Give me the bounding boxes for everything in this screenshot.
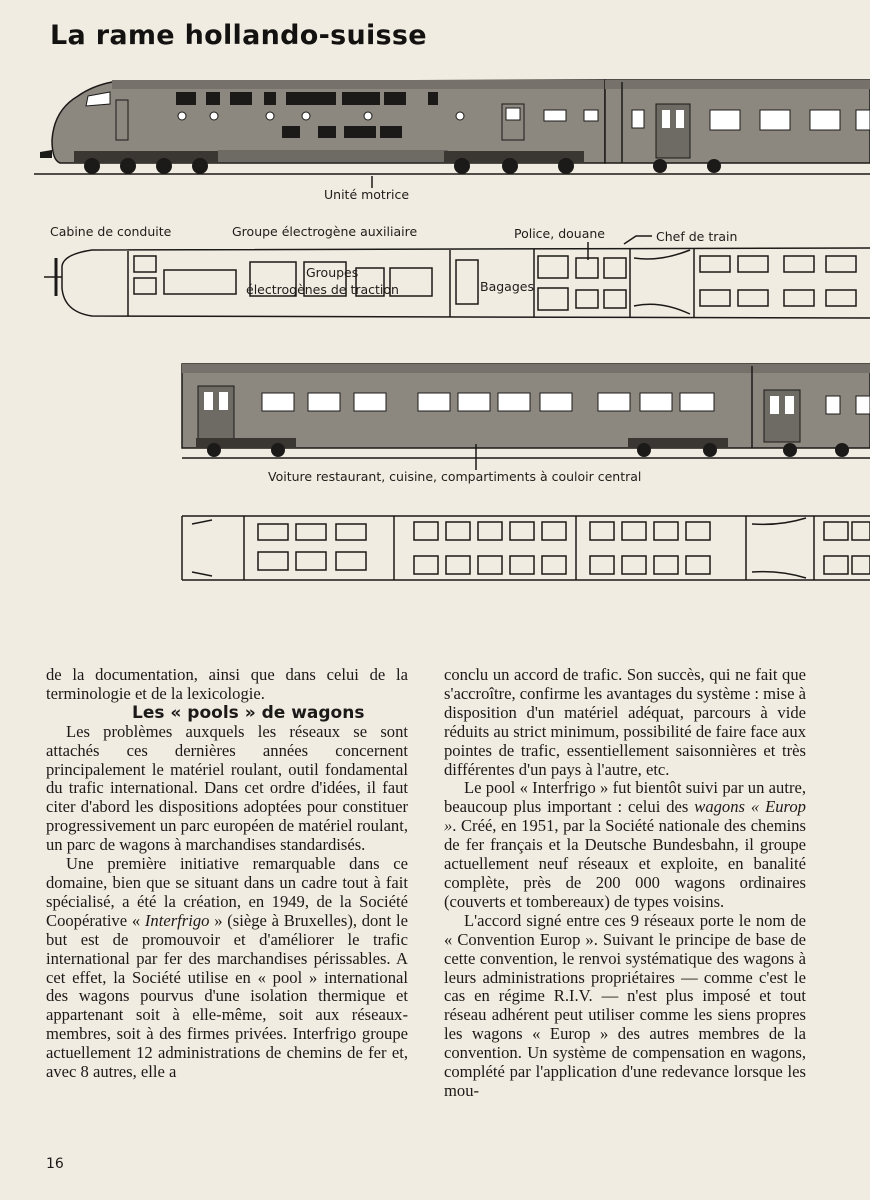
- label-electrogenes-de-traction: électrogènes de traction: [246, 282, 399, 297]
- paragraph: conclu un accord de trafic. Son succès, qui ne fait que s'accroître, confirme les avantages du système : mise à disposition d'un matériel adéquat, parcours à vide réduits au strict minimum, possibilité de faire face aux pointes de trafic, essentiellement saisonnières et très différentes d'un pays à l'autre, etc.: [444, 665, 806, 779]
- label-voiture-restaurant: Voiture restaurant, cuisine, compartiments à couloir central: [268, 469, 642, 484]
- label-chef-de-train: Chef de train: [656, 229, 738, 244]
- section-heading: Les « pools » de wagons: [132, 702, 365, 723]
- paragraph: Une première initiative remarquable dans ce domaine, bien que se situant dans un cadre tout à fait spécialisé, a été la création, en 1949, de la Société Coopérative « Interfrigo » (siège à Bruxelles), dont le but est de promouvoir et d'améliorer le trafic international par fer des marchandises périssables. A cet effet, la Société utilise en « pool » international des wagons pourvus d'une isolation thermique et appartenant soit à elle-même, soit aux réseaux-membres, soit à des firmes privées. Interfrigo groupe actuellement 12 administrations de chemins de fer et, avec 8 autres, elle a: [46, 854, 408, 1082]
- label-bagages: Bagages: [480, 279, 534, 294]
- label-groupes: Groupes: [306, 265, 359, 280]
- label-unite-motrice: Unité motrice: [324, 187, 410, 202]
- power-car-elevation: [34, 80, 870, 188]
- label-groupe-electrogene-auxiliaire: Groupe électrogène auxiliaire: [232, 224, 418, 239]
- restaurant-car-elevation: [182, 364, 870, 470]
- label-police-douane: Police, douane: [514, 226, 605, 241]
- paragraph: L'accord signé entre ces 9 réseaux porte le nom de « Convention Europ ». Suivant le principe de base de cette convention, le renvoi systématique des wagons à leurs administrations propriétaires — comme c'est le cas en régime R.I.V. — n'est plus imposé et tout réseau adhérent peut utiliser comme les siens propres les wagons « Europ » des autres membres de la convention. Un système de compensation en wagons, complété par l'application d'une redevance lorsque les mou-: [444, 910, 806, 1100]
- left-column: [46, 666, 408, 1082]
- power-car-plan: [44, 236, 870, 318]
- page-number: 16: [46, 1156, 64, 1172]
- right-column: [444, 666, 806, 1101]
- paragraph: Le pool « Interfrigo » fut bientôt suivi par un autre, beaucoup plus important : celui des wagons « Europ ». Créé, en 1951, par la Société nationale des chemins de fer français et la Deutsche Bundesbahn, il groupe actuellement neuf réseaux et exploite, en banalité complète, près de 200 000 wagons ordinaires (couverts et tombereaux) de types voisins.: [444, 778, 806, 911]
- restaurant-car-plan: [182, 516, 870, 580]
- italic-term: wagons « Europ »: [444, 797, 806, 836]
- italic-term: Interfrigo: [144, 910, 210, 930]
- page-title: La rame hollando-suisse: [50, 20, 427, 51]
- paragraph: Les problèmes auxquels les réseaux se sont attachés ces dernières années concernent principalement le matériel roulant, outil fondamental du trafic international. Dans cet ordre d'idées, il faut citer d'abord les dispositions adoptées pour constituer progressivement un parc européen de matériel roulant, un parc de wagons à marchandises standardisés.: [46, 721, 408, 855]
- paragraph: de la documentation, ainsi que dans celui de la terminologie et de la lexicologie.: [46, 665, 408, 703]
- label-cabine-de-conduite: Cabine de conduite: [50, 224, 172, 239]
